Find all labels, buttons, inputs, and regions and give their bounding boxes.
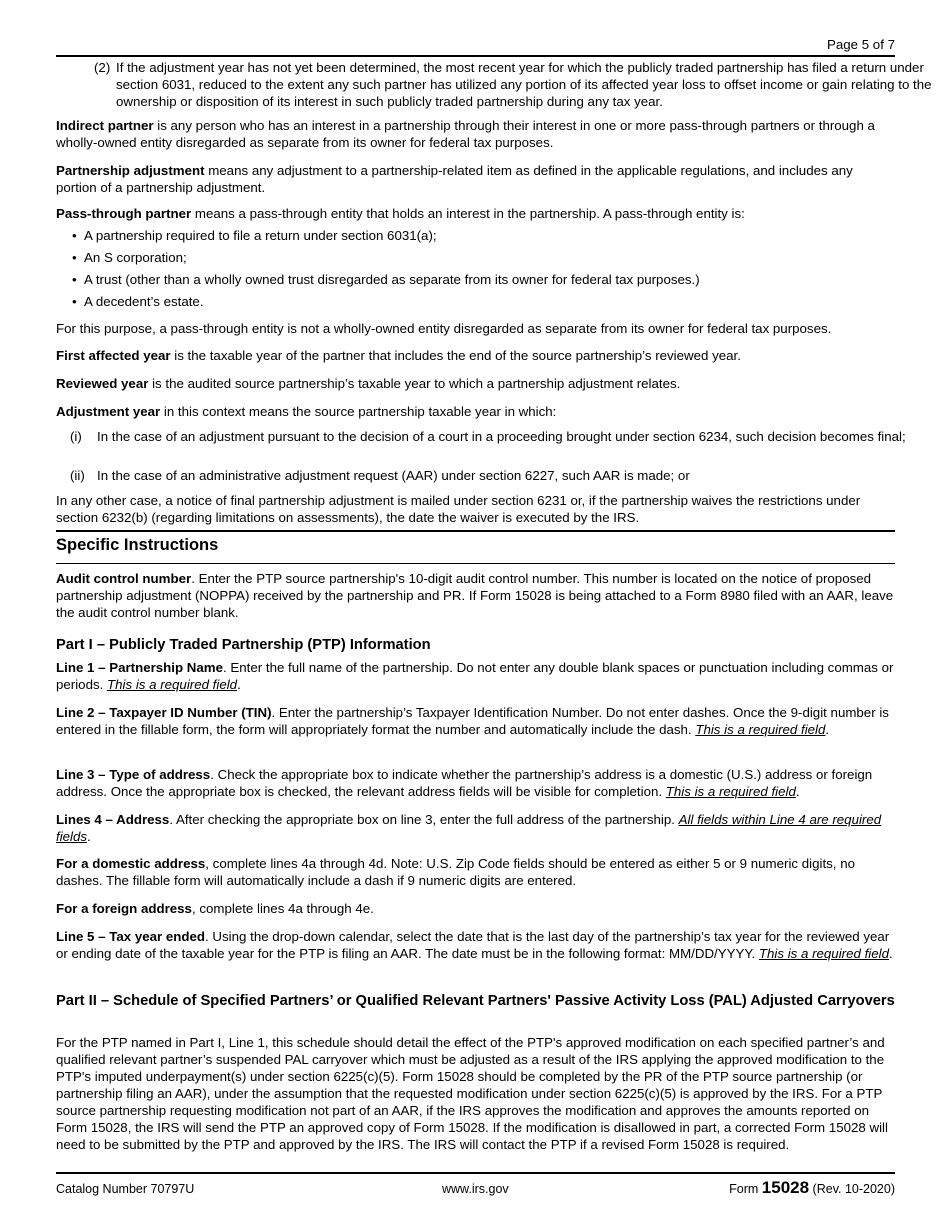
bullet-item: • A trust (other than a wholly owned trust disregarded as separate from its owner for federal tax purposes.) — [56, 271, 700, 288]
term: Adjustment year — [56, 404, 161, 419]
definition-text: means a pass-through entity that holds an interest in the partnership. A pass-through entity is: — [191, 206, 745, 221]
term: Indirect partner — [56, 118, 154, 133]
foreign-address-instruction — [56, 900, 895, 917]
section-rule — [56, 563, 895, 564]
term: Line 2 – Taxpayer ID Number (TIN) — [56, 705, 272, 720]
part2-heading: Part II – Schedule of Specified Partners’ or Qualified Relevant Partners' Passive Activity Loss (PAL) Adjusted Carryovers — [56, 993, 895, 1009]
continuation-item — [56, 59, 950, 110]
required-note: This is a required field — [665, 784, 796, 799]
instruction-text: , complete lines 4a through 4e. — [191, 901, 374, 916]
pass-through-partner-definition — [56, 205, 895, 222]
term: First affected year — [56, 348, 171, 363]
instruction-text: . Enter the PTP source partnership's 10-digit audit control number. This number is located on the notice of proposed partnership adjustment (NOPPA) received by the partnership and PR. If Form 15028 is being attached to a Form 8980 filed with an AAR, leave the audit control number blank. — [56, 571, 894, 620]
bullet-item: • A partnership required to file a return under section 6031(a); — [56, 227, 437, 244]
reviewed-year-definition — [56, 375, 895, 392]
definition-text: means any adjustment to a partnership-related item as defined in the applicable regulations, and includes any portion of a partnership adjustment. — [56, 163, 853, 195]
line1-instruction: Line 1 – Partnership Name. Enter the full name of the partnership. Do not enter any double blank spaces or punctuation including commas or periods. This is a required field. — [56, 660, 894, 692]
page-number: Page 5 of 7 — [826, 37, 895, 52]
section-rule — [56, 530, 895, 532]
form-number: 15028 — [761, 1178, 810, 1197]
header-rule — [56, 55, 895, 57]
term: Pass-through partner — [56, 206, 192, 221]
term: Line 1 – Partnership Name — [56, 660, 224, 675]
term: Partnership adjustment — [56, 163, 205, 178]
item-text: If the adjustment year has not yet been determined, the most recent year for which the publicly traded partnership has filed a return under section 6031, reduced to the extent any such partner has utilized any portion of its affected year loss to offset income or gain relating to the ownership or disposition of its interest in such publicly traded partnership during any tax year. — [116, 60, 932, 109]
audit-control-number-instruction — [56, 570, 895, 621]
definition-text: is any person who has an interest in a partnership through their interest in one or more pass-through partners or through a wholly-owned entity disregarded as separate from its owner for federal tax purposes. — [56, 118, 875, 150]
instruction-text: . Enter the full name of the partnership. Do not enter any double blank spaces or punctuation including commas or periods. — [56, 660, 894, 692]
line5-instruction: Line 5 – Tax year ended. Using the drop-down calendar, select the date that is the last day of the partnership’s tax year for the reviewed year or ending date of the taxable year for the PTP is filing an AAR. The date must be in the following format: MM/DD/YYYY. This is a required field. — [56, 929, 893, 961]
form-identifier — [729, 1179, 895, 1198]
term: Line 3 – Type of address — [56, 767, 211, 782]
item-text: In the case of an administrative adjustment request (AAR) under section 6227, such AAR is made; or — [97, 468, 690, 483]
adjustment-year-definition — [56, 403, 895, 420]
specific-instructions-heading: Specific Instructions — [56, 536, 219, 554]
instruction-text: . Check the appropriate box to indicate whether the partnership’s address is a domestic (U.S.) address or foreign address. Once the appropriate box is checked, the relevant address fields will be visible for completion. — [56, 767, 873, 799]
first-affected-year-definition — [56, 347, 895, 364]
line4-instruction: Lines 4 – Address. After checking the appropriate box on line 3, enter the full address of the partnership. All fields within Line 4 are required fields. — [56, 812, 882, 844]
website-link[interactable]: www.irs.gov — [442, 1182, 509, 1196]
instruction-text: . After checking the appropriate box on line 3, enter the full address of the partnership. — [169, 812, 679, 827]
item-number: (ii) — [70, 468, 85, 483]
bullet-item: • A decedent’s estate. — [56, 293, 204, 310]
part1-heading: Part I – Publicly Traded Partnership (PTP) Information — [56, 637, 431, 653]
part2-instruction: For the PTP named in Part I, Line 1, this schedule should detail the effect of the PTP's approved modification on each specified partner’s and qualified relevant partner’s suspended PAL carryover which must be adjusted as a result of the IRS applying the approved modification to the PTP's imputed underpayment(s) under section 6225(c)(5). Form 15028 should be completed by the PR of the PTP source partnership (or partnership filing an AAR), under the assumption that the requested modification under section 6225(c)(5) is approved by the IRS. For a PTP source partnership requesting modification not part of an AAR, if the IRS approves the modification and approves the amounts reported on Form 15028, the IRS will send the PTP an approved copy of Form 15028. If the modification is disallowed in part, a corrected Form 15028 will need to be submitted by the PTP and approved by the IRS. The IRS will contact the PTP if a revised Form 15028 is required. — [56, 1035, 888, 1152]
definition-text: is the audited source partnership’s taxable year to which a partnership adjustment relates. — [148, 376, 681, 391]
required-note: This is a required field — [107, 677, 238, 692]
instruction-text: , complete lines 4a through 4d. Note: U.S. Zip Code fields should be entered as either 5 or 9 numeric digits, no dashes. The fillable form will automatically include a dash if 9 numeric digits are entered. — [56, 856, 855, 888]
term: Line 5 – Tax year ended — [56, 929, 206, 944]
adjustment-year-item — [56, 467, 936, 484]
definition-text: is the taxable year of the partner that includes the end of the source partnership’s reviewed year. — [170, 348, 741, 363]
term: For a domestic address — [56, 856, 206, 871]
required-note: All fields within Line 4 are required fields — [56, 812, 882, 844]
line3-instruction: Line 3 – Type of address. Check the appropriate box to indicate whether the partnership’s address is a domestic (U.S.) address or foreign address. Once the appropriate box is checked, the relevant address fields will be visible for completion. This is a required field. — [56, 767, 873, 799]
indirect-partner-definition — [56, 117, 895, 151]
item-number: (i) — [70, 429, 82, 444]
partnership-adjustment-definition — [56, 162, 895, 196]
pass-through-note: For this purpose, a pass-through entity is not a wholly-owned entity disregarded as separate from its owner for federal tax purposes. — [56, 321, 832, 336]
form-revision: (Rev. 10-2020) — [809, 1182, 895, 1196]
line2-instruction: Line 2 – Taxpayer ID Number (TIN). Enter the partnership’s Taxpayer Identification Number. Do not enter dashes. Once the 9-digit number is entered in the fillable form, the form will appropriately format the number and automatically include the dash. This is a required field. — [56, 705, 889, 737]
catalog-number: Catalog Number 70797U — [56, 1182, 195, 1196]
page-footer — [56, 1172, 895, 1197]
term: Lines 4 – Address — [56, 812, 170, 827]
instruction-text: . Using the drop-down calendar, select the date that is the last day of the partnership’s tax year for the reviewed year or ending date of the taxable year for the PTP is filing an AAR. The date must be in the following format: MM/DD/YYYY. — [56, 929, 890, 961]
domestic-address-instruction — [56, 855, 895, 889]
form-label: Form — [729, 1182, 762, 1196]
term: Reviewed year — [56, 376, 149, 391]
item-number: (2) — [94, 60, 111, 75]
required-note: This is a required field — [695, 722, 826, 737]
item-text: In the case of an adjustment pursuant to the decision of a court in a proceeding brought under section 6234, such decision becomes final; — [97, 429, 906, 444]
required-note: This is a required field — [758, 946, 889, 961]
adjustment-year-item — [56, 428, 936, 445]
bullet-item: • An S corporation; — [56, 249, 187, 266]
adjustment-year-note: In any other case, a notice of final partnership adjustment is mailed under section 6231 or, if the partnership waives the restrictions under section 6232(b) (regarding limitations on assessments), the date the waiver is executed by the IRS. — [56, 493, 861, 525]
term: Audit control number — [56, 571, 192, 586]
definition-text: in this context means the source partnership taxable year in which: — [160, 404, 557, 419]
term: For a foreign address — [56, 901, 192, 916]
instruction-text: . Enter the partnership’s Taxpayer Identification Number. Do not enter dashes. Once the 9-digit number is entered in the fillable form, the form will appropriately format the number and automatically include the dash. — [56, 705, 889, 737]
